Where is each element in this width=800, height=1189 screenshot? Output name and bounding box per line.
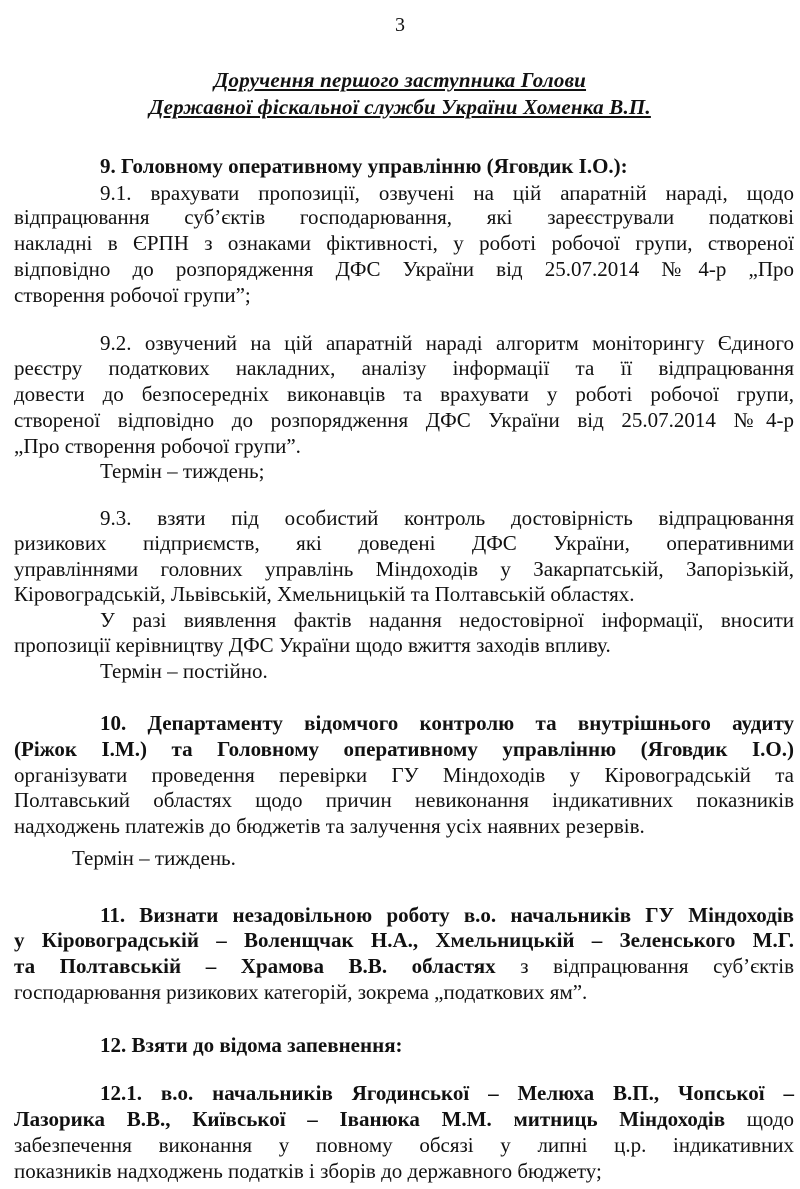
text-line bbox=[14, 661, 794, 682]
bold-text: 11. Визнати незадовільною роботу в.о. начальників ГУ Міндоходів bbox=[100, 903, 794, 927]
text-line bbox=[14, 905, 794, 926]
text-line bbox=[14, 559, 794, 580]
text-run: управліннями головних управлінь Міндоходів у Закарпатській, Запорізькій, bbox=[14, 557, 794, 581]
text-run: організувати проведення перевірки ГУ Міндоходів у Кіровоградській та bbox=[14, 763, 794, 787]
text-line bbox=[14, 436, 794, 457]
text-line bbox=[14, 790, 794, 811]
text-run: з відпрацювання суб’єктів bbox=[495, 954, 794, 978]
text-line bbox=[14, 285, 794, 306]
text-line bbox=[14, 410, 794, 431]
heading-line-1: Доручення першого заступника Голови bbox=[213, 68, 587, 92]
text-run: Кіровоградській, Львівській, Хмельницькій та Полтавській областях. bbox=[14, 582, 635, 606]
bold-text: 12.1. в.о. начальників Ягодинської – Мелюха В.П., Чопської – bbox=[100, 1081, 794, 1105]
bold-text: 10. Департаменту відомчого контролю та внутрішнього аудиту bbox=[100, 711, 794, 735]
text-run: 9.3. взяти під особистий контроль достовірність відпрацювання bbox=[100, 506, 794, 530]
text-run: створеної відповідно до розпорядження ДФС України від 25.07.2014 №4-р bbox=[14, 408, 794, 432]
text-line bbox=[14, 1161, 794, 1182]
text-line bbox=[14, 384, 794, 405]
text-run: Термін – постійно. bbox=[100, 659, 268, 683]
text-line bbox=[14, 1083, 794, 1104]
text-run: створення робочої групи”; bbox=[14, 283, 251, 307]
text-run: ризикових підприємств, які доведені ДФС України, оперативними bbox=[14, 531, 794, 555]
text-run: пропозиції керівництву ДФС України щодо вжиття заходів впливу. bbox=[14, 633, 611, 657]
text-run: забезпечення виконання у повному обсязі у липні ц.р. індикативних bbox=[14, 1133, 794, 1157]
bold-text: у Кіровоградській – Воленщчак Н.А., Хмельницькій – Зеленського М.Г. bbox=[14, 928, 794, 952]
text-run: накладні в ЄРПН з ознаками фіктивності, у роботі робочої групи, створеної bbox=[14, 231, 794, 255]
text-line bbox=[14, 461, 794, 482]
text-line bbox=[14, 183, 794, 204]
text-line bbox=[14, 584, 794, 605]
text-line bbox=[14, 982, 794, 1003]
text-run: 9.1. врахувати пропозиції, озвучені на цій апаратній нараді, щодо bbox=[100, 181, 794, 205]
text-line bbox=[14, 848, 794, 869]
heading-line-2: Державної фіскальної служби України Хоменка В.П. bbox=[149, 95, 651, 119]
text-run: Полтавський областях щодо причин невиконання індикативних показників bbox=[14, 788, 794, 812]
text-line bbox=[14, 1035, 794, 1056]
text-run: 9.2. озвучений на цій апаратній нараді алгоритм моніторингу Єдиного bbox=[100, 331, 794, 355]
bold-text: 12. Взяти до відома запевнення: bbox=[100, 1033, 403, 1057]
text-line bbox=[14, 508, 794, 529]
text-line bbox=[14, 739, 794, 760]
text-line bbox=[14, 635, 794, 656]
text-run: Термін – тиждень; bbox=[100, 459, 265, 483]
text-run: Термін – тиждень. bbox=[72, 846, 236, 870]
text-run: надходжень платежів до бюджетів та залучення усіх наявних резервів. bbox=[14, 814, 645, 838]
text-run: відповідно до розпорядження ДФС України від 25.07.2014 №4-р „Про bbox=[14, 257, 794, 281]
text-line bbox=[14, 816, 794, 837]
text-run: господарювання ризикових категорій, зокрема „податкових ям”. bbox=[14, 980, 588, 1004]
bold-text: Лазорика В.В., Київської – Іванюка М.М. митниць Міндоходів bbox=[14, 1107, 726, 1131]
bold-text: (Ріжок І.М.) та Головному оперативному управлінню (Яговдик І.О.) bbox=[14, 737, 794, 761]
text-run: щодо bbox=[725, 1107, 795, 1131]
text-line bbox=[14, 156, 794, 177]
text-line bbox=[14, 358, 794, 379]
text-run: довести до безпосередніх виконавців та врахувати у роботі робочої групи, bbox=[14, 382, 794, 406]
text-line bbox=[14, 207, 794, 228]
page-number: 3 bbox=[395, 14, 405, 36]
text-line bbox=[14, 765, 794, 786]
text-line bbox=[14, 956, 794, 977]
text-line bbox=[14, 930, 794, 951]
bold-text: 9. Головному оперативному управлінню (Яговдик І.О.): bbox=[100, 154, 628, 178]
text-line bbox=[14, 259, 794, 280]
text-run: відпрацювання суб’єктів господарювання, які зареєстрували податкові bbox=[14, 205, 794, 229]
text-run: У разі виявлення фактів надання недостовірної інформації, вносити bbox=[100, 608, 794, 632]
text-line bbox=[14, 610, 794, 631]
text-line bbox=[14, 333, 794, 354]
text-line bbox=[14, 233, 794, 254]
text-line bbox=[14, 1109, 794, 1130]
text-run: показників надходжень податків і зборів до державного бюджету; bbox=[14, 1159, 602, 1183]
bold-text: та Полтавській – Храмова В.В. областях bbox=[14, 954, 496, 978]
text-line bbox=[14, 533, 794, 554]
text-run: реєстру податкових накладних, аналізу інформації та її відпрацювання bbox=[14, 356, 794, 380]
text-run: „Про створення робочої групи”. bbox=[14, 434, 301, 458]
text-line bbox=[14, 1135, 794, 1156]
text-line bbox=[14, 713, 794, 734]
